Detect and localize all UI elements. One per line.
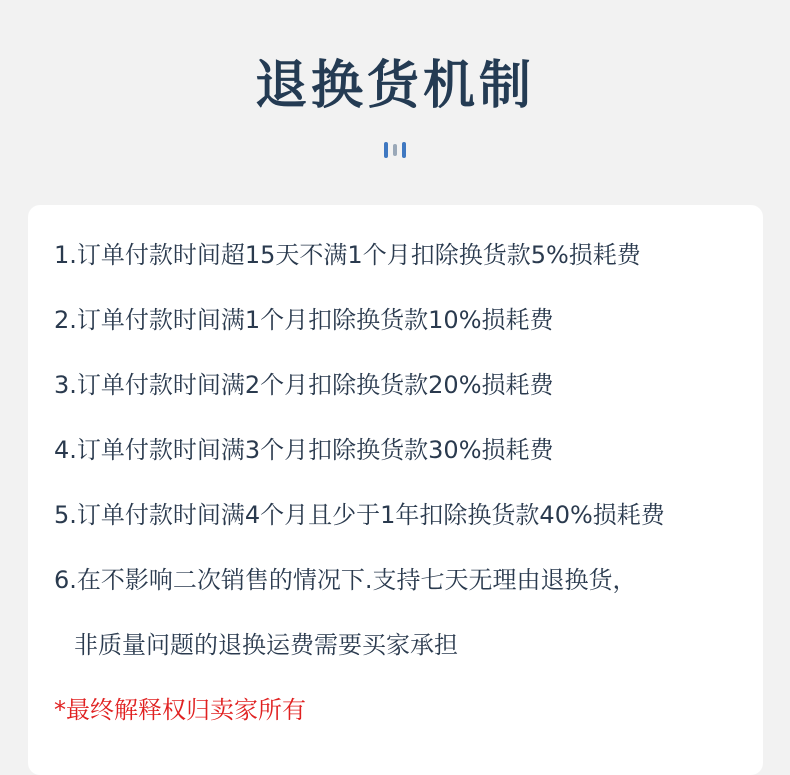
- rule-item-5: 5.订单付款时间满4个月且少于1年扣除换货款40%损耗费: [54, 501, 665, 529]
- decoration-bar: [384, 142, 388, 158]
- rule-item-3: 3.订单付款时间满2个月扣除换货款20%损耗费: [54, 371, 554, 399]
- rule-item-4: 4.订单付款时间满3个月扣除换货款30%损耗费: [54, 436, 554, 464]
- rule-item-6: 6.在不影响二次销售的情况下.支持七天无理由退换货，: [54, 566, 637, 594]
- rule-item-1: 1.订单付款时间超15天不满1个月扣除换货款5%损耗费: [54, 241, 641, 269]
- decoration-bar: [402, 142, 406, 158]
- rule-item-6-continuation: 非质量问题的退换运费需要买家承担: [74, 631, 458, 659]
- title-decoration: [384, 142, 408, 158]
- footnote-disclaimer: *最终解释权归卖家所有: [54, 696, 306, 724]
- page-title: 退换货机制: [254, 56, 535, 116]
- policy-card: [28, 205, 763, 775]
- rule-item-2: 2.订单付款时间满1个月扣除换货款10%损耗费: [54, 306, 554, 334]
- decoration-bar: [393, 144, 397, 156]
